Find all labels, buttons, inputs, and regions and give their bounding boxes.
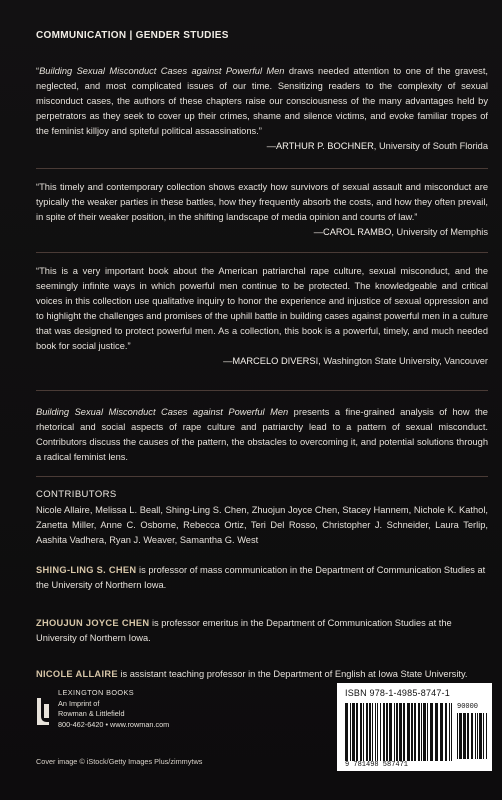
review-1-affiliation: , University of South Florida	[373, 141, 488, 151]
review-3-attribution: —MARCELO DIVERSI, Washington State University, Vancouver	[223, 356, 488, 366]
barcode	[337, 683, 492, 771]
bio-2-name: ZHOUJUN JOYCE CHEN	[36, 618, 150, 628]
category-label: COMMUNICATION | GENDER STUDIES	[36, 30, 229, 41]
barcode-bars-icon	[345, 703, 453, 761]
review-1	[36, 64, 488, 154]
description-book-title: Building Sexual Misconduct Cases against Powerful Men	[36, 407, 289, 417]
publisher-parent: Rowman & Littlefield	[58, 709, 125, 718]
review-1-author: ARTHUR P. BOCHNER	[275, 141, 374, 151]
review-1-attribution: —ARTHUR P. BOCHNER, University of South Florida	[266, 141, 488, 151]
publisher-block	[36, 688, 176, 752]
barcode-addon-digits: 90000	[457, 703, 479, 711]
bio-3-name: NICOLE ALLAIRE	[36, 669, 118, 679]
review-1-book-title: Building Sexual Misconduct Cases against Powerful Men	[39, 66, 285, 76]
contributors-section	[36, 487, 488, 548]
bio-2: ZHOUJUN JOYCE CHEN is professor emeritus in the Department of Communication Studies at the University of Northern Iowa.	[36, 618, 452, 643]
review-1-text: “Building Sexual Misconduct Cases against Powerful Men draws needed attention to one of the gravest, neglected, and most complicated issues of our time. Sensitizing readers to the complexity of sexual misconduct cases, the authors of these chapters raise our consciousness of the many advantages held by perpetrators as they seek to cover up their crimes, shame and silence victims, and evoke familiar tropes of the feminist killjoy and spiteful political assassinations.”	[36, 66, 488, 136]
barcode-addon-bars-icon	[457, 713, 487, 759]
divider	[36, 252, 488, 253]
review-2	[36, 180, 488, 240]
bio-1-name: SHING-LING S. CHEN	[36, 565, 137, 575]
review-3-affiliation: , Washington State University, Vancouver	[318, 356, 488, 366]
cover-credit: Cover image © iStock/Getty Images Plus/zimmytws	[36, 757, 203, 766]
review-3	[36, 264, 488, 369]
divider	[36, 390, 488, 391]
contributors-list: Nicole Allaire, Melissa L. Beall, Shing-Ling S. Chen, Zhuojun Joyce Chen, Stacey Hannem, Nichole K. Kathol, Zanetta Miller, Anne C. Osborne, Rebecca Ortiz, Teri Del Rosso, Christopher J. Schneider, Laura Terlip, Aashita Vadhera, Ryan J. Weaver, Samantha G. West	[36, 505, 488, 545]
review-2-author: CAROL RAMBO	[323, 227, 392, 237]
divider	[36, 168, 488, 169]
divider	[36, 476, 488, 477]
review-3-text: “This is a very important book about the American patriarchal rape culture, sexual misconduct, and the seemingly infinite ways in which powerful men continue to be protected. The knowledgeable and critical voices in this collection use qualitative inquiry to honor the experience and injustice of sexual oppression and to highlight the challenges and promises of the uphill battle in building cases against powerful men in a culture that was designed to protect powerful men. As a collection, this book is a powerful, timely, and much needed book for social justice.”	[36, 266, 488, 351]
review-3-author: MARCELO DIVERSI	[232, 356, 319, 366]
book-description: Building Sexual Misconduct Cases against Powerful Men presents a fine-grained analysis of how the rhetorical and social aspects of rape culture and patriarchy lead to a pattern of sexual misconduct. Contributors discuss the causes of the pattern, the obstacles to overcoming it, and potential solutions through a radical feminist lens.	[36, 407, 488, 462]
lexington-logo-icon	[36, 696, 50, 726]
publisher-info	[58, 688, 169, 730]
bio-3: NICOLE ALLAIRE is assistant teaching professor in the Department of English at Iowa State University.	[36, 669, 468, 679]
publisher-name: LEXINGTON BOOKS	[58, 688, 135, 697]
review-2-affiliation: , University of Memphis	[391, 227, 488, 237]
contributors-heading: CONTRIBUTORS	[36, 489, 117, 500]
review-2-text: “This timely and contemporary collection shows exactly how survivors of sexual assault and misconduct are typically the weaker parties in these battles, how they frequently absorb the costs, and how they often prevail, in spite of their weaker position, in the shifting landscape of media opinion and courts of law.”	[36, 182, 488, 222]
isbn-label: ISBN 978-1-4985-8747-1	[345, 688, 450, 698]
barcode-digits: 9 781498 587471	[345, 761, 409, 769]
publisher-contact: 800-462-6420 • www.rowman.com	[58, 719, 170, 729]
publisher-imprint: An Imprint of	[58, 698, 100, 708]
bio-1: SHING-LING S. CHEN is professor of mass communication in the Department of Communication Studies at the University of Northern Iowa.	[36, 565, 486, 590]
review-2-attribution: —CAROL RAMBO, University of Memphis	[313, 227, 488, 237]
